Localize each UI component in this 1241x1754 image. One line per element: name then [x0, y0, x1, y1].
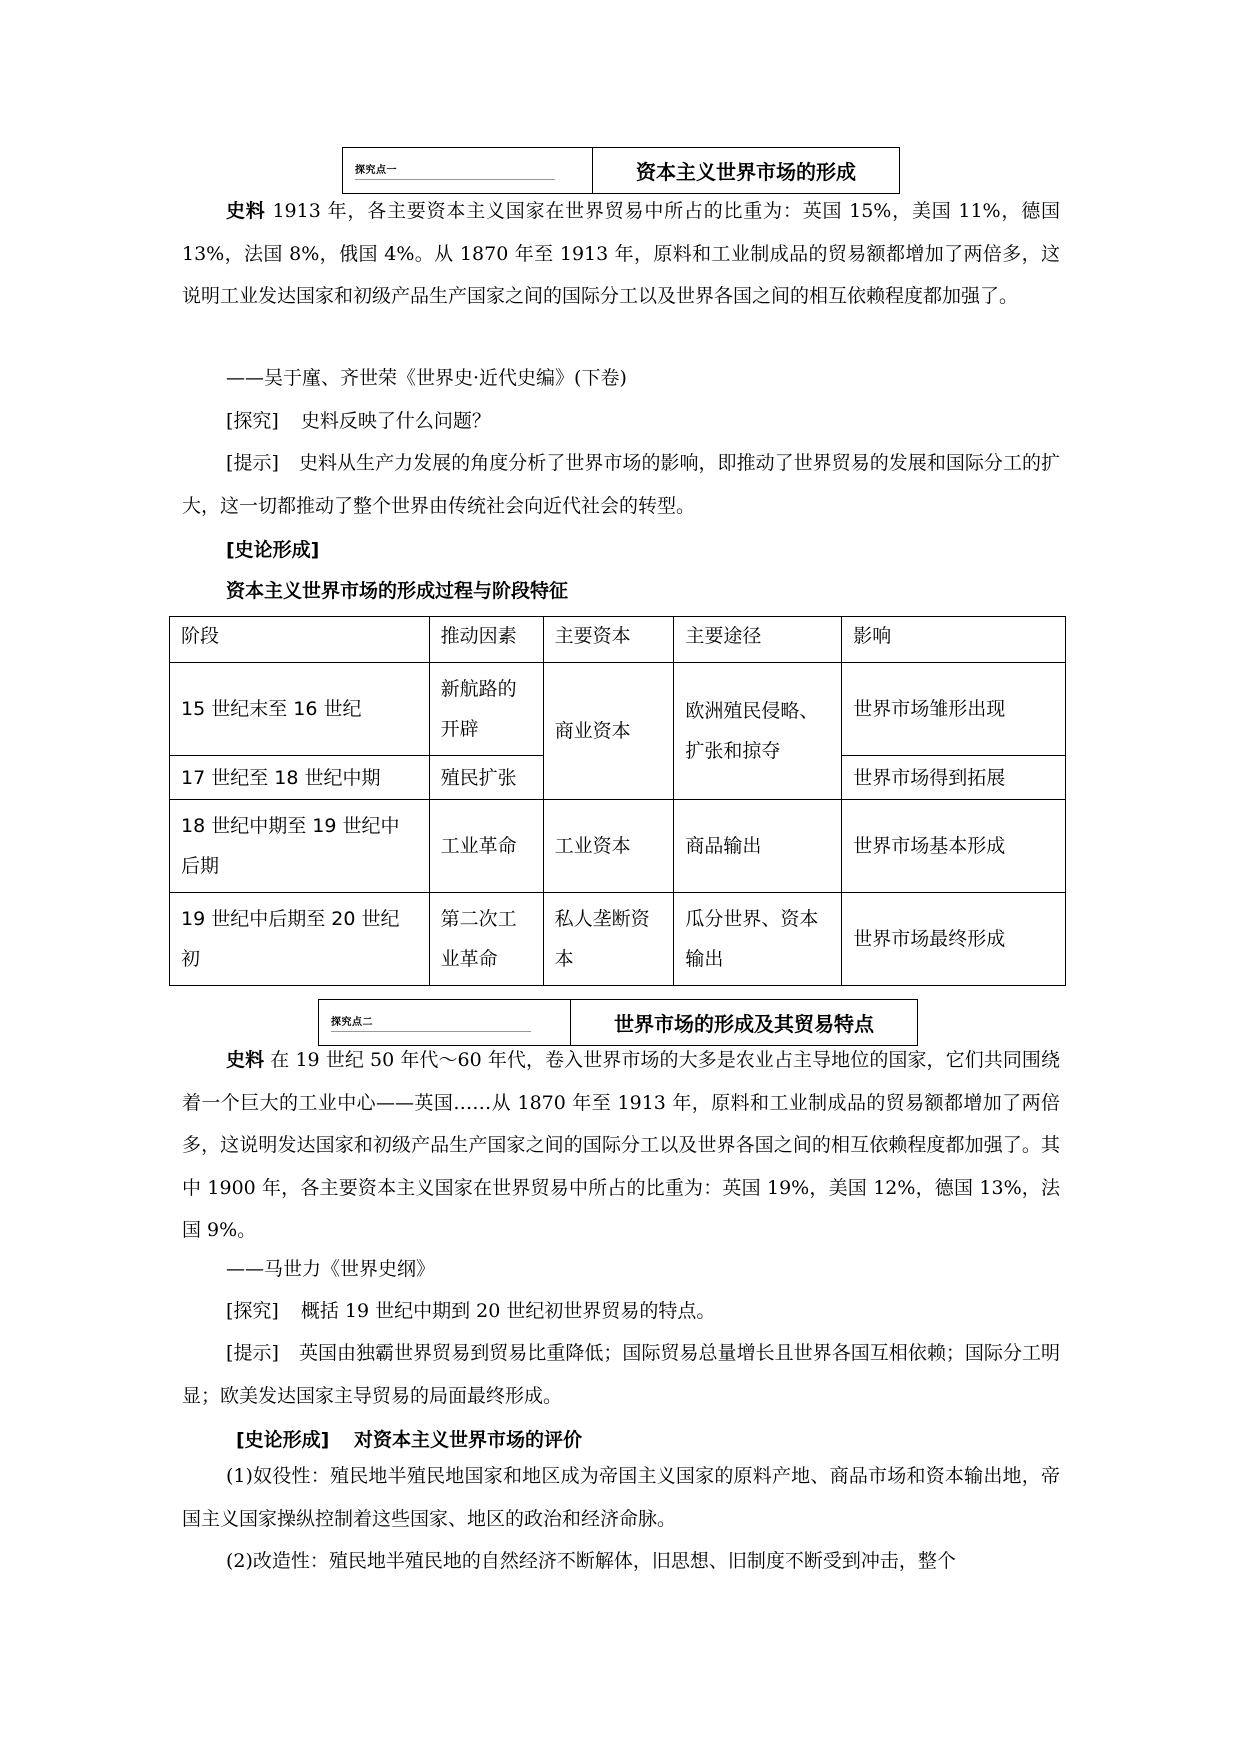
stage-table [169, 616, 1066, 986]
section-tag-bar-1 [342, 147, 900, 194]
table-row [170, 800, 1066, 893]
section-tag-label: 探究点二 [331, 1017, 373, 1028]
impact-cell: 世界市场基本形成 [842, 800, 1066, 893]
source-label: 史料 [226, 1049, 265, 1071]
capital-cell: 私人垄断资本 [543, 893, 674, 986]
hint-label: [提示] [226, 1342, 279, 1364]
factor-cell: 新航路的开辟 [429, 663, 543, 756]
table-header-cell: 阶段 [170, 617, 430, 663]
table-header-cell: 主要途径 [674, 617, 842, 663]
stage-cell: 17 世纪至 18 世纪中期 [170, 756, 430, 800]
hint-paragraph-1 [182, 442, 1060, 527]
route-cell: 商品输出 [674, 800, 842, 893]
explore-label: [探究] [226, 410, 279, 432]
factor-cell: 殖民扩张 [429, 756, 543, 800]
table-header-cell: 影响 [842, 617, 1066, 663]
hint-text: 史料从生产力发展的角度分析了世界市场的影响，即推动了世界贸易的发展和国际分工的扩大，这一切都推动了整个世界由传统社会向近代社会的转型。 [182, 452, 1060, 517]
table-row [170, 663, 1066, 756]
explore-label: [探究] [226, 1300, 279, 1322]
evaluation-text: (2)改造性：殖民地半殖民地的自然经济不断解体，旧思想、旧制度不断受到冲击，整个 [226, 1550, 956, 1572]
table-row [170, 893, 1066, 986]
stage-cell: 18 世纪中期至 19 世纪中后期 [170, 800, 430, 893]
table-header-cell: 主要资本 [543, 617, 674, 663]
evaluation-point-2 [182, 1540, 1060, 1583]
section-title: 世界市场的形成及其贸易特点 [614, 1012, 874, 1036]
capital-cell: 工业资本 [543, 800, 674, 893]
citation-1: ——吴于廑、齐世荣《世界史·近代史编》(下卷) [226, 367, 627, 389]
factor-cell: 第二次工业革命 [429, 893, 543, 986]
source-paragraph-2 [182, 1039, 1060, 1252]
hint-paragraph-2 [182, 1332, 1060, 1417]
table-header-cell: 推动因素 [429, 617, 543, 663]
formation-heading-2 [236, 1426, 582, 1454]
evaluation-text: (1)奴役性：殖民地半殖民地国家和地区成为帝国主义国家的原料产地、商品市场和资本输出地，帝国主义国家操纵控制着这些国家、地区的政治和经济命脉。 [182, 1465, 1060, 1530]
section-tag-label: 探究点一 [355, 165, 397, 176]
hint-label: [提示] [226, 452, 279, 474]
table-title: 资本主义世界市场的形成过程与阶段特征 [226, 580, 569, 602]
section-tag-label-box [343, 148, 593, 193]
factor-cell: 工业革命 [429, 800, 543, 893]
route-cell: 瓜分世界、资本输出 [674, 893, 842, 986]
formation-heading: [史论形成] [236, 1429, 330, 1451]
citation-2: ——马世力《世界史纲》 [226, 1258, 436, 1280]
section-title: 资本主义世界市场的形成 [636, 160, 856, 184]
source-text: 1913 年，各主要资本主义国家在世界贸易中所占的比重为：英国 15%，美国 11%，德国 13%，法国 8%，俄国 4%。从 1870 年至 1913 年，原料和工业制成品的贸易额都增加了两倍多，这说明工业发达国家和初级产品生产国家之间的国际分工以及世界各国之间的相互依赖程度都加强了。 [182, 200, 1060, 307]
formation-heading-1: [史论形成] [226, 539, 320, 561]
route-cell: 欧洲殖民侵略、扩张和掠夺 [674, 663, 842, 800]
evaluation-point-1 [182, 1455, 1060, 1540]
capital-cell: 商业资本 [543, 663, 674, 800]
table-header-row [170, 617, 1066, 663]
explore-text: 史料反映了什么问题？ [300, 410, 491, 432]
impact-cell: 世界市场雏形出现 [842, 663, 1066, 756]
source-label: 史料 [226, 200, 266, 222]
explore-1 [226, 407, 491, 435]
explore-2 [226, 1297, 715, 1325]
source-text: 在 19 世纪 50 年代～60 年代，卷入世界市场的大多是农业占主导地位的国家，它们共同围绕着一个巨大的工业中心——英国……从 1870 年至 1913 年，原料和工业制成品的贸易额都增加了两倍多，这说明发达国家和初级产品生产国家之间的国际分工以及世界各国之间的相互依赖程度都加强了。其中 1900 年，各主要资本主义国家在世界贸易中所占的比重为：英国 19%，美国 12%，德国 13%，法国 9%。 [182, 1049, 1060, 1241]
stage-cell: 19 世纪中后期至 20 世纪初 [170, 893, 430, 986]
hint-text: 英国由独霸世界贸易到贸易比重降低；国际贸易总量增长且世界各国互相依赖；国际分工明显；欧美发达国家主导贸易的局面最终形成。 [182, 1342, 1060, 1407]
tag-underline [331, 1031, 531, 1032]
source-paragraph-1 [182, 190, 1060, 318]
stage-cell: 15 世纪末至 16 世纪 [170, 663, 430, 756]
impact-cell: 世界市场得到拓展 [842, 756, 1066, 800]
tag-underline [355, 179, 555, 180]
explore-text: 概括 19 世纪中期到 20 世纪初世界贸易的特点。 [300, 1300, 716, 1322]
impact-cell: 世界市场最终形成 [842, 893, 1066, 986]
formation-subtitle: 对资本主义世界市场的评价 [354, 1429, 583, 1451]
